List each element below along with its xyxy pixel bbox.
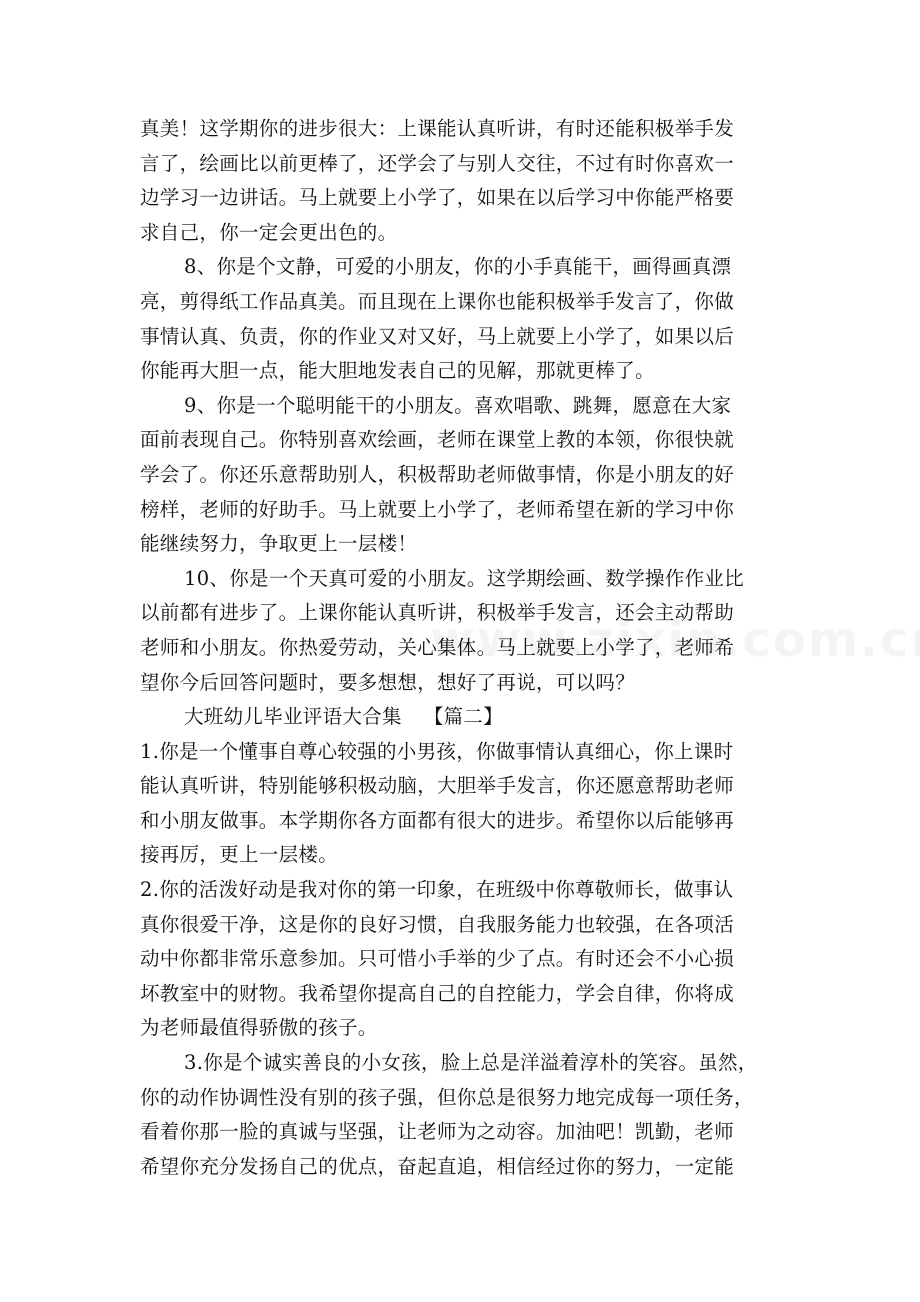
text-line: 10、你是一个天真可爱的小朋友。这学期绘画、数学操作作业比 xyxy=(184,566,745,590)
text-line: 亮，剪得纸工作品真美。而且现在上课你也能积极举手发言了，你做 xyxy=(140,289,735,313)
text-line: 学会了。你还乐意帮助别人，积极帮助老师做事情，你是小朋友的好 xyxy=(140,462,735,486)
text-line: 1.你是一个懂事自尊心较强的小男孩，你做事情认真细心，你上课时 xyxy=(140,739,734,763)
paragraph-item-10 xyxy=(140,562,785,700)
text-line: 求自己，你一定会更出色的。 xyxy=(140,220,398,244)
text-line: 面前表现自己。你特别喜欢绘画，老师在课堂上教的本领，你很快就 xyxy=(140,428,735,452)
paragraph-continuation xyxy=(140,112,785,250)
text-line: 老师和小朋友。你热爱劳动，关心集体。马上就要上小学了，老师希 xyxy=(140,635,735,659)
text-line: 希望你充分发扬自己的优点，奋起直追，相信经过你的努力，一定能 xyxy=(140,1154,735,1178)
section-heading-title: 大班幼儿毕业评语大合集 xyxy=(184,705,402,729)
text-line: 为老师最值得骄傲的孩子。 xyxy=(140,1016,378,1040)
text-line: 看着你那一脸的真诚与坚强，让老师为之动容。加油吧！凯勤，老师 xyxy=(140,1120,735,1144)
text-line: 能继续努力，争取更上一层楼！ xyxy=(140,532,418,556)
document-body xyxy=(140,112,785,1184)
text-line: 动中你都非常乐意参加。只可惜小手举的少了点。有时还会不小心损 xyxy=(140,947,735,971)
text-line: 能认真听讲，特别能够积极动脑，大胆举手发言，你还愿意帮助老师 xyxy=(140,774,735,798)
paragraph-item-8 xyxy=(140,250,785,388)
text-line: 榜样，老师的好助手。马上就要上小学了，老师希望在新的学习中你 xyxy=(140,497,735,521)
text-line: 和小朋友做事。本学期你各方面都有很大的进步。希望你以后能够再 xyxy=(140,808,735,832)
section-heading-tag: 【篇二】 xyxy=(423,705,504,729)
text-line: 接再厉，更上一层楼。 xyxy=(140,843,339,867)
text-line: 你的动作协调性没有别的孩子强，但你总是很努力地完成每一项任务， xyxy=(140,1085,754,1109)
text-line: 真美！这学期你的进步很大：上课能认真听讲，有时还能积极举手发 xyxy=(140,117,735,140)
text-line: 言了，绘画比以前更棒了，还学会了与别人交往，不过有时你喜欢一 xyxy=(140,151,735,175)
paragraph-item-1 xyxy=(140,735,785,873)
text-line: 以前都有进步了。上课你能认真听讲，积极举手发言，还会主动帮助 xyxy=(140,601,735,625)
text-line: 你能再大胆一点，能大胆地发表自己的见解，那就更棒了。 xyxy=(140,359,655,383)
text-line: 9、你是一个聪明能干的小朋友。喜欢唱歌、跳舞，愿意在大家 xyxy=(184,393,732,417)
paragraph-item-2 xyxy=(140,873,785,1046)
text-line: 坏教室中的财物。我希望你提高自己的自控能力，学会自律，你将成 xyxy=(140,981,735,1005)
text-line: 望你今后回答问题时，要多想想，想好了再说，可以吗？ xyxy=(140,670,636,694)
paragraph-item-3 xyxy=(140,1046,785,1184)
text-line: 3.你是个诚实善良的小女孩，脸上总是洋溢着淳朴的笑容。虽然， xyxy=(184,1051,758,1075)
paragraph-item-9 xyxy=(140,389,785,562)
text-line: 2.你的活泼好动是我对你的第一印象，在班级中你尊敬师长，做事认 xyxy=(140,878,734,902)
text-line: 边学习一边讲话。马上就要上小学了，如果在以后学习中你能严格要 xyxy=(140,186,735,210)
section-heading xyxy=(140,700,785,735)
text-line: 真你很爱干净，这是你的良好习惯，自我服务能力也较强，在各项活 xyxy=(140,912,735,936)
text-line: 8、你是个文静，可爱的小朋友，你的小手真能干，画得画真漂 xyxy=(184,255,732,279)
text-line: 事情认真、负责，你的作业又对又好，马上就要上小学了，如果以后 xyxy=(140,324,735,348)
